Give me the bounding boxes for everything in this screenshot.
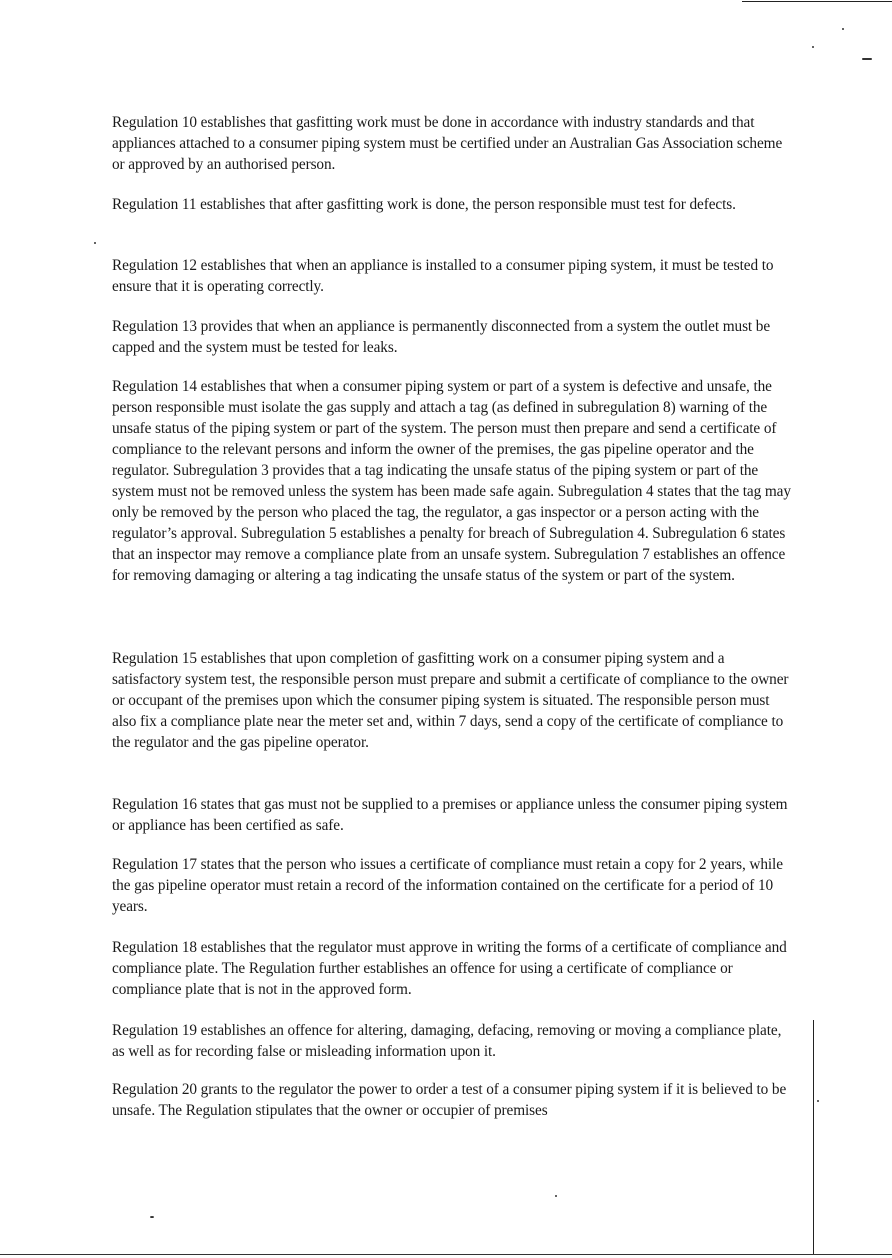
scan-edge-top xyxy=(742,1,892,2)
scan-speck xyxy=(94,242,96,244)
scan-edge-right xyxy=(813,1020,814,1254)
paragraph-regulation-19: Regulation 19 establishes an offence for altering, damaging, defacing, removing or moving a compliance plate, as well as for recording false or misleading information upon it. xyxy=(112,1022,782,1060)
paragraph-regulation-13: Regulation 13 provides that when an appliance is permanently disconnected from a system the outlet must be capped and the system must be tested for leaks. xyxy=(112,318,771,356)
paragraph-regulation-14: Regulation 14 establishes that when a consumer piping system or part of a system is defective and unsafe, the person responsible must isolate the gas supply and attach a tag (as defined in subregulation 8) warning of the unsafe status of the piping system or part of the system. The person must then prepare and send a certificate of compliance to the relevant persons and inform the owner of the premises, the gas pipeline operator and the regulator. Subregulation 3 provides that a tag indicating the unsafe status of the piping system or part of the system must not be removed unless the system has been made safe again. Subregulation 4 states that the tag may only be removed by the person who placed the tag, the regulator, a gas inspector or a person acting with the regulator’s approval. Subregulation 5 establishes a penalty for breach of Subregulation 4. Subregulation 6 states that an inspector may remove a compliance plate from an unsafe system. Subregulation 7 establishes an offence for removing damaging or altering a tag indicating the unsafe status of the system or part of the system. xyxy=(112,378,791,584)
paragraph-regulation-11: Regulation 11 establishes that after gasfitting work is done, the person responsible must test for defects. xyxy=(112,196,736,213)
paragraph-regulation-12: Regulation 12 establishes that when an appliance is installed to a consumer piping system, it must be tested to ensure that it is operating correctly. xyxy=(112,257,774,295)
scan-speck xyxy=(555,1195,557,1197)
paragraph-regulation-10: Regulation 10 establishes that gasfitting work must be done in accordance with industry standards and that appliances attached to a consumer piping system must be certified under an Australian Gas Association scheme or approved by an authorised person. xyxy=(112,114,783,173)
scan-speck xyxy=(150,1216,154,1218)
paragraph-regulation-16: Regulation 16 states that gas must not be supplied to a premises or appliance unless the consumer piping system or appliance has been certified as safe. xyxy=(112,796,788,834)
scan-speck xyxy=(862,58,872,60)
paragraph-regulation-20: Regulation 20 grants to the regulator the power to order a test of a consumer piping system if it is believed to be unsafe. The Regulation stipulates that the owner or occupier of premises xyxy=(112,1081,787,1119)
scan-speck xyxy=(842,28,844,30)
paragraph-regulation-17: Regulation 17 states that the person who issues a certificate of compliance must retain a copy for 2 years, while the gas pipeline operator must retain a record of the information contained on the certificate for a period of 10 years. xyxy=(112,856,783,915)
scan-edge-bottom xyxy=(0,1254,892,1255)
paragraph-regulation-18: Regulation 18 establishes that the regulator must approve in writing the forms of a certificate of compliance and compliance plate. The Regulation further establishes an offence for using a certificate of compliance or compliance plate that is not in the approved form. xyxy=(112,939,787,998)
paragraph-regulation-15: Regulation 15 establishes that upon completion of gasfitting work on a consumer piping system and a satisfactory system test, the responsible person must prepare and submit a certificate of compliance to the owner or occupant of the premises upon which the consumer piping system is situated. The responsible person must also fix a compliance plate near the meter set and, within 7 days, send a copy of the certificate of compliance to the regulator and the gas pipeline operator. xyxy=(112,650,789,751)
scan-speck xyxy=(817,1100,819,1102)
scan-speck xyxy=(812,46,814,48)
